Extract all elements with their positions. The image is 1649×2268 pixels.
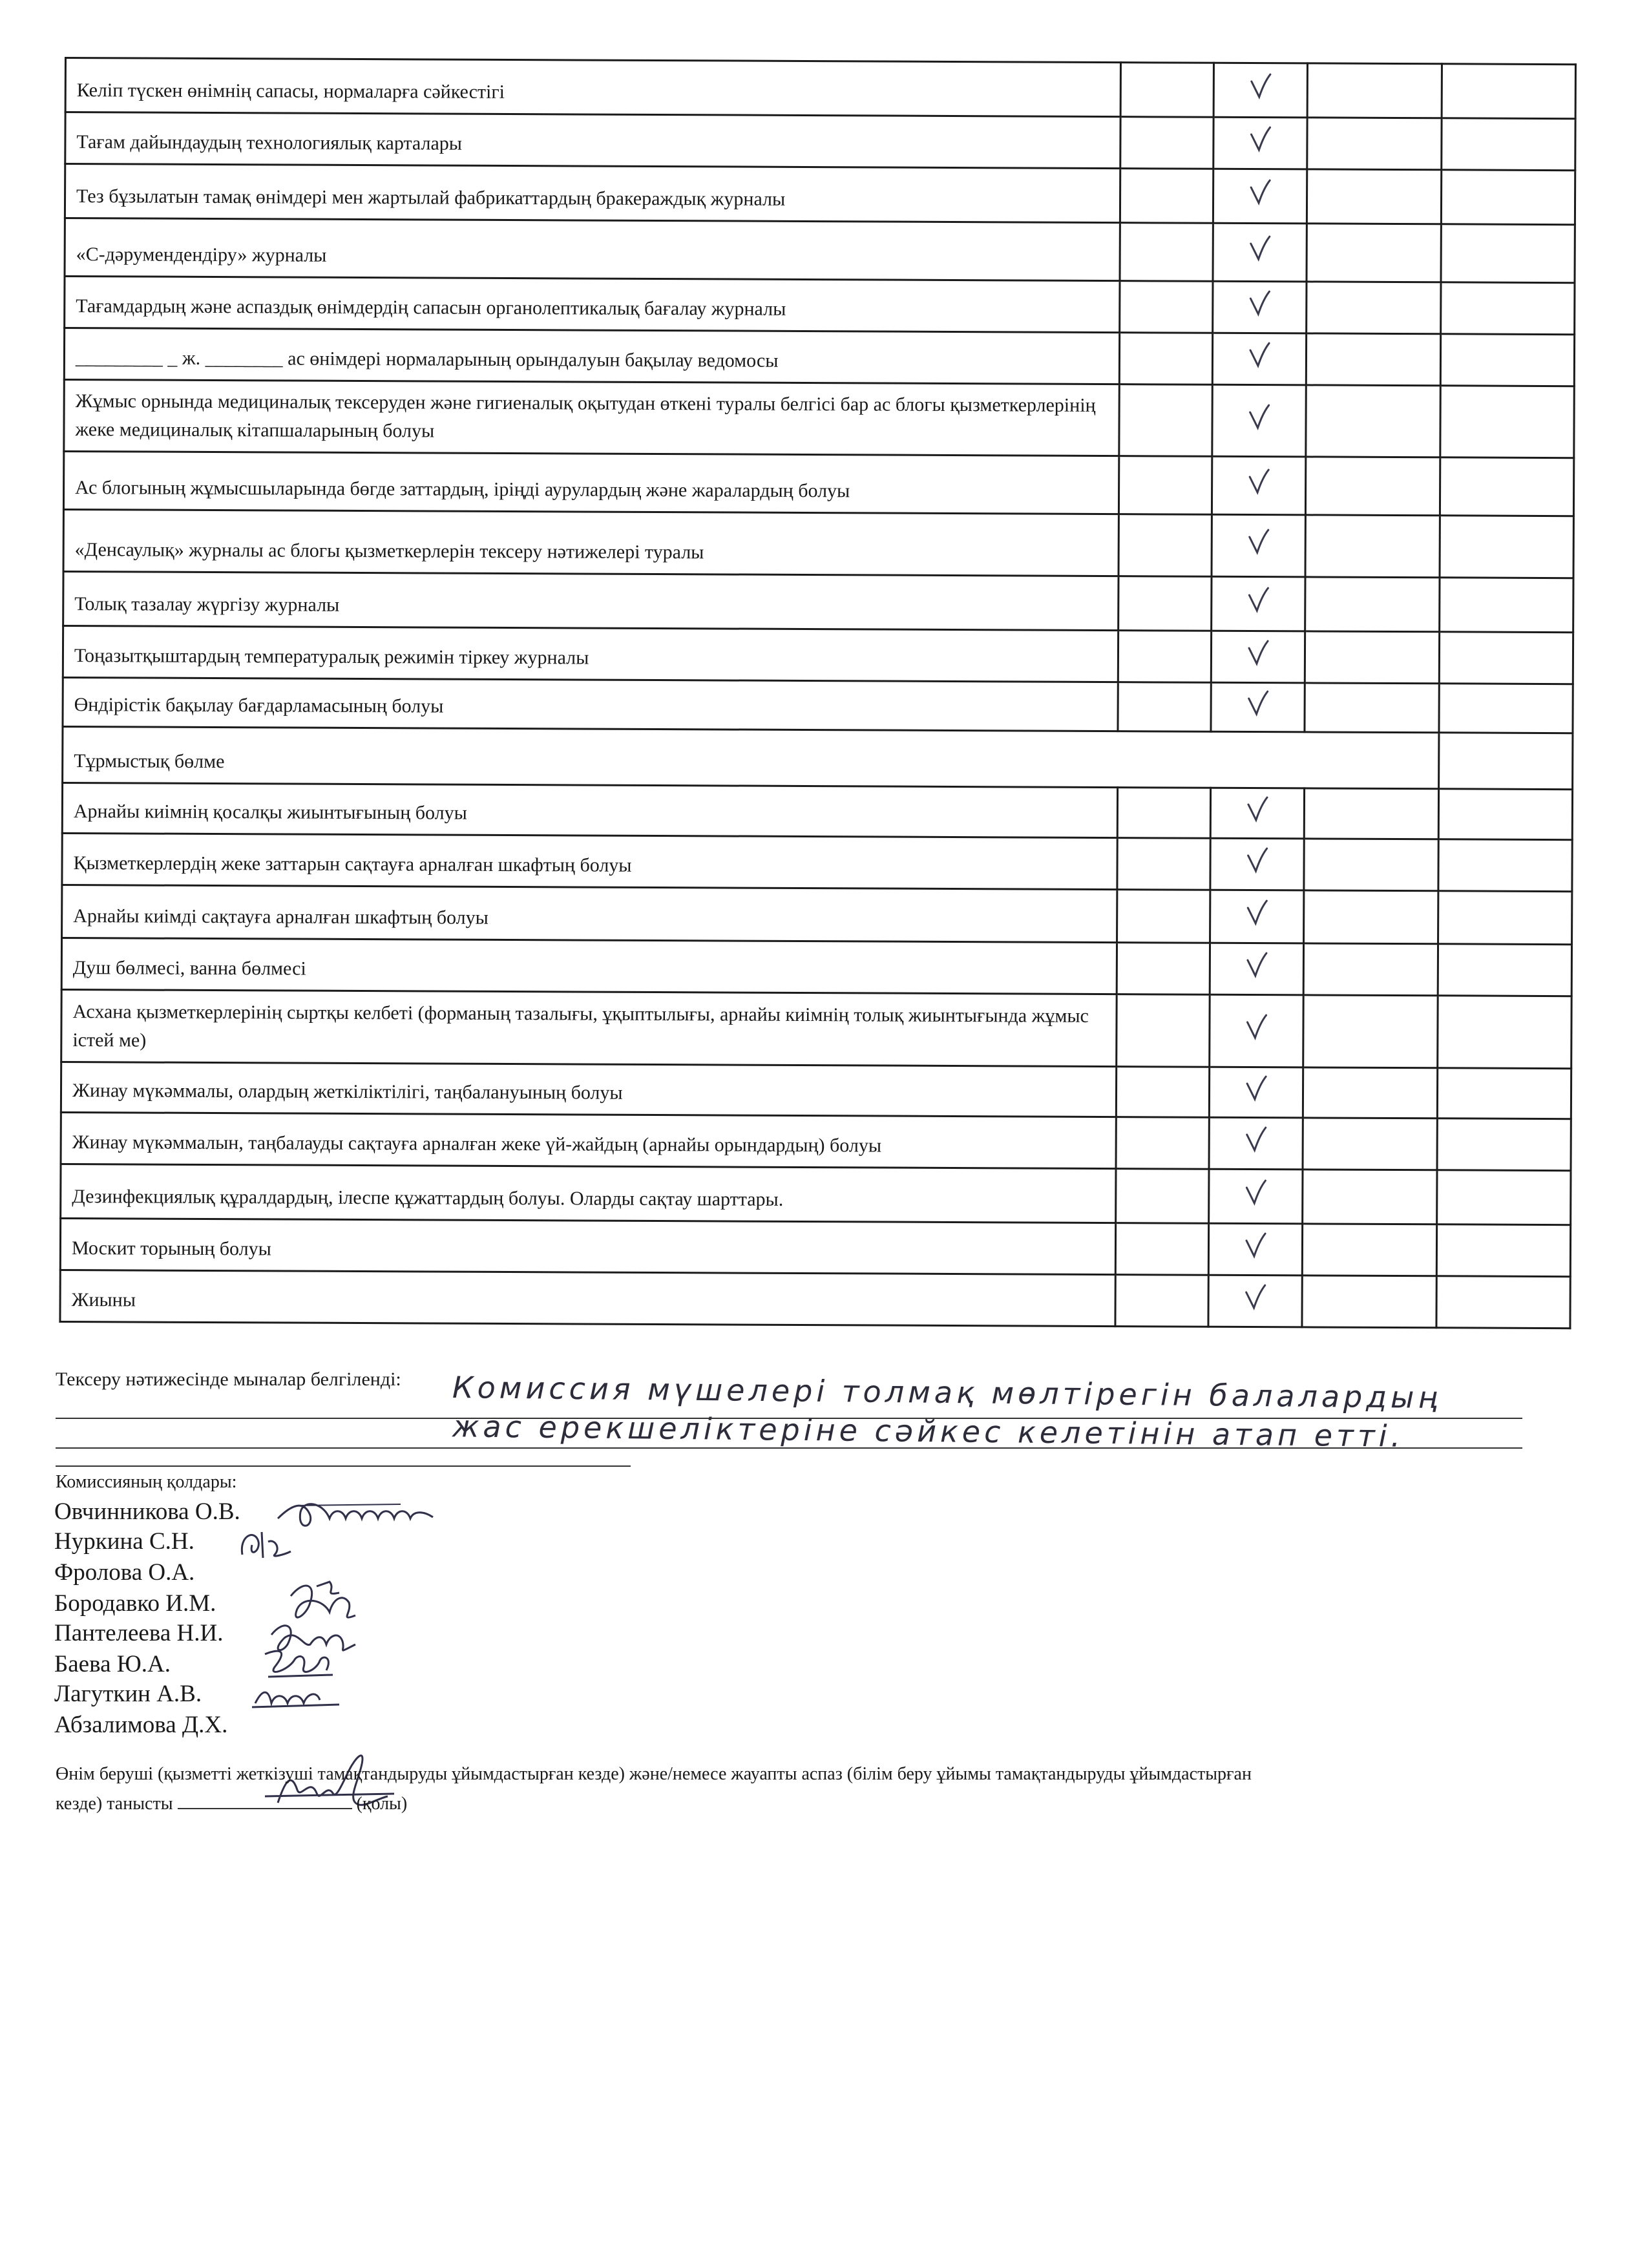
signature-image [271, 1493, 439, 1538]
checkmark-icon [1245, 1126, 1268, 1153]
checkmark-icon [1248, 341, 1271, 368]
table-row [61, 1062, 1571, 1118]
handwritten-result-line: жас ерекшеліктеріне сәйкес келетінін атап етті. [452, 1409, 1405, 1454]
row-label: «Денсаулық» журналы ас блогы қызметкерлерін тексеру нәтижелері туралы [63, 509, 1119, 576]
table-row [61, 1164, 1571, 1224]
row-label: _________ _ ж. ________ ас өнімдері нормаларының орындалуын бақылау ведомосы [64, 328, 1119, 384]
table-row [65, 58, 1575, 119]
row-label: Жинау мүкәммалы, олардың жеткіліктілігі, таңбалануының болуы [61, 1062, 1116, 1117]
table-row [63, 452, 1573, 516]
section-heading: Тұрмыстық бөлме [63, 726, 1439, 788]
table-row [63, 509, 1573, 578]
table-row [62, 885, 1572, 944]
handwritten-result-line: Комиссия мүшелері толмақ мөлтірегін балалардың [452, 1369, 1442, 1416]
footer-text: Өнім беруші (қызметті жеткізуші тамақтандыруды ұйымдастырған кезде) және/немесе жауапты аспаз (білім беру ұйымы тамақтандыруды ұйымдастырған [56, 1764, 1252, 1784]
checkmark-icon [1246, 795, 1269, 823]
row-label: Арнайы киімді сақтауға арналған шкафтың болуы [62, 885, 1117, 942]
row-label: Жинау мүкәммалын, таңбалауды сақтауға арналған жеке үй-жайдың (арнайы орындардың) болуы [61, 1112, 1116, 1168]
footer-prefix: кезде) танысты [56, 1794, 173, 1814]
result-underline [56, 1418, 1522, 1419]
checkmark-icon [1248, 235, 1272, 262]
row-label: Тағам дайындаудың технологиялық карталары [65, 112, 1120, 169]
table-row [63, 571, 1573, 632]
checkmark-icon [1245, 1179, 1268, 1206]
row-label: Тез бұзылатын тамақ өнімдері мен жартылай фабрикаттардың бракераждық журналы [65, 164, 1120, 223]
checkmark-icon [1245, 1013, 1268, 1040]
row-label: Асхана қызметкерлерінің сыртқы келбеті (форманың тазалығы, ұқыптылығы, арнайы киімнің толық жиынтығында жұмыс істей ме) [61, 989, 1117, 1066]
table-row [62, 833, 1572, 891]
row-label: Өндірістік бақылау бағдарламасының болуы [63, 677, 1118, 731]
table-row [65, 218, 1575, 283]
signature-blank-line [178, 1792, 352, 1809]
row-label: Душ бөлмесі, ванна бөлмесі [61, 938, 1117, 994]
signature-image [249, 1677, 346, 1716]
member-name: Фролова О.А. [54, 1559, 195, 1586]
table-row [60, 1270, 1570, 1328]
row-label: Жұмыс орнында медициналық тексеруден және гигиеналық оқытудан өткені туралы белгісі бар ас блогы қызметкерлерінің жеке медициналық кітапшаларының болуы [64, 380, 1119, 456]
member-name: Пантелеева Н.И. [54, 1620, 224, 1646]
checkmark-icon [1245, 1075, 1268, 1102]
commission-label: Комиссияның қолдары: [56, 1472, 237, 1492]
row-label: Москит торының болуы [60, 1218, 1115, 1274]
member-name: Лагуткин А.В. [54, 1681, 202, 1707]
table-row [65, 164, 1575, 225]
result-label: Тексеру нәтижесінде мыналар белгіленді: [56, 1369, 401, 1390]
checkmark-icon [1245, 951, 1268, 978]
table-row [61, 989, 1571, 1068]
row-label: Келіп түскен өнімнің сапасы, нормаларға сәйкестігі [65, 58, 1120, 117]
table-row [60, 1218, 1570, 1276]
member-name: Баева Ю.А. [54, 1651, 171, 1677]
checkmark-icon [1249, 72, 1272, 100]
table-row [64, 328, 1574, 386]
checklist-table [59, 57, 1577, 1329]
table-row [63, 677, 1573, 733]
row-label: Арнайы киімнің қосалқы жиынтығының болуы [62, 782, 1117, 837]
checkmark-icon [1248, 289, 1272, 317]
table-section-row [63, 726, 1573, 789]
row-label: «С-дәрумендендіру» журналы [65, 218, 1120, 281]
checkmark-icon [1248, 178, 1272, 205]
table-row [61, 1112, 1571, 1170]
table-row [61, 938, 1571, 996]
row-label: Тоңазытқыштардың температуралық режимін тіркеу журналы [63, 625, 1118, 682]
member-name: Овчинникова О.В. [54, 1498, 240, 1525]
table-row [63, 625, 1573, 684]
row-label: Дезинфекциялық құралдардың, ілеспе құжаттардың болуы. Оларды сақтау шарттары. [61, 1164, 1116, 1223]
footer-suffix: (қолы) [356, 1794, 408, 1814]
checkmark-icon [1244, 1232, 1267, 1259]
member-name: Бородавко И.М. [54, 1590, 216, 1617]
result-underline [56, 1465, 631, 1467]
member-name: Нуркина С.Н. [54, 1528, 194, 1555]
row-label: Қызметкерлердің жеке заттарын сақтауға арналған шкафтың болуы [62, 833, 1117, 889]
checkmark-icon [1246, 639, 1270, 666]
checkmark-icon [1246, 689, 1270, 717]
row-label: Ас блогының жұмысшыларында бөгде заттардың, іріңді аурулардың және жаралардың болуы [63, 452, 1119, 514]
table-row [65, 277, 1575, 335]
table-row [65, 112, 1575, 171]
checkmark-icon [1247, 586, 1270, 613]
row-label: Жиыны [60, 1270, 1115, 1326]
result-underline [56, 1447, 1522, 1449]
checkmark-icon [1249, 125, 1272, 152]
row-label: Толық тазалау жүргізу журналы [63, 571, 1119, 630]
checkmark-icon [1247, 468, 1270, 495]
checkmark-icon [1246, 899, 1269, 926]
table-row [64, 380, 1574, 458]
row-label: Тағамдардың және аспаздық өнімдердің сапасын органолептикалық бағалау журналы [65, 277, 1120, 333]
checkmark-icon [1248, 403, 1271, 430]
checkmark-icon [1244, 1283, 1267, 1310]
footer-text-acknowledged [56, 1792, 407, 1814]
member-name: Абзалимова Д.Х. [54, 1712, 228, 1738]
checkmark-icon [1246, 846, 1269, 874]
checkmark-icon [1247, 528, 1270, 555]
signature-image [236, 1522, 294, 1568]
table-row [62, 782, 1572, 839]
